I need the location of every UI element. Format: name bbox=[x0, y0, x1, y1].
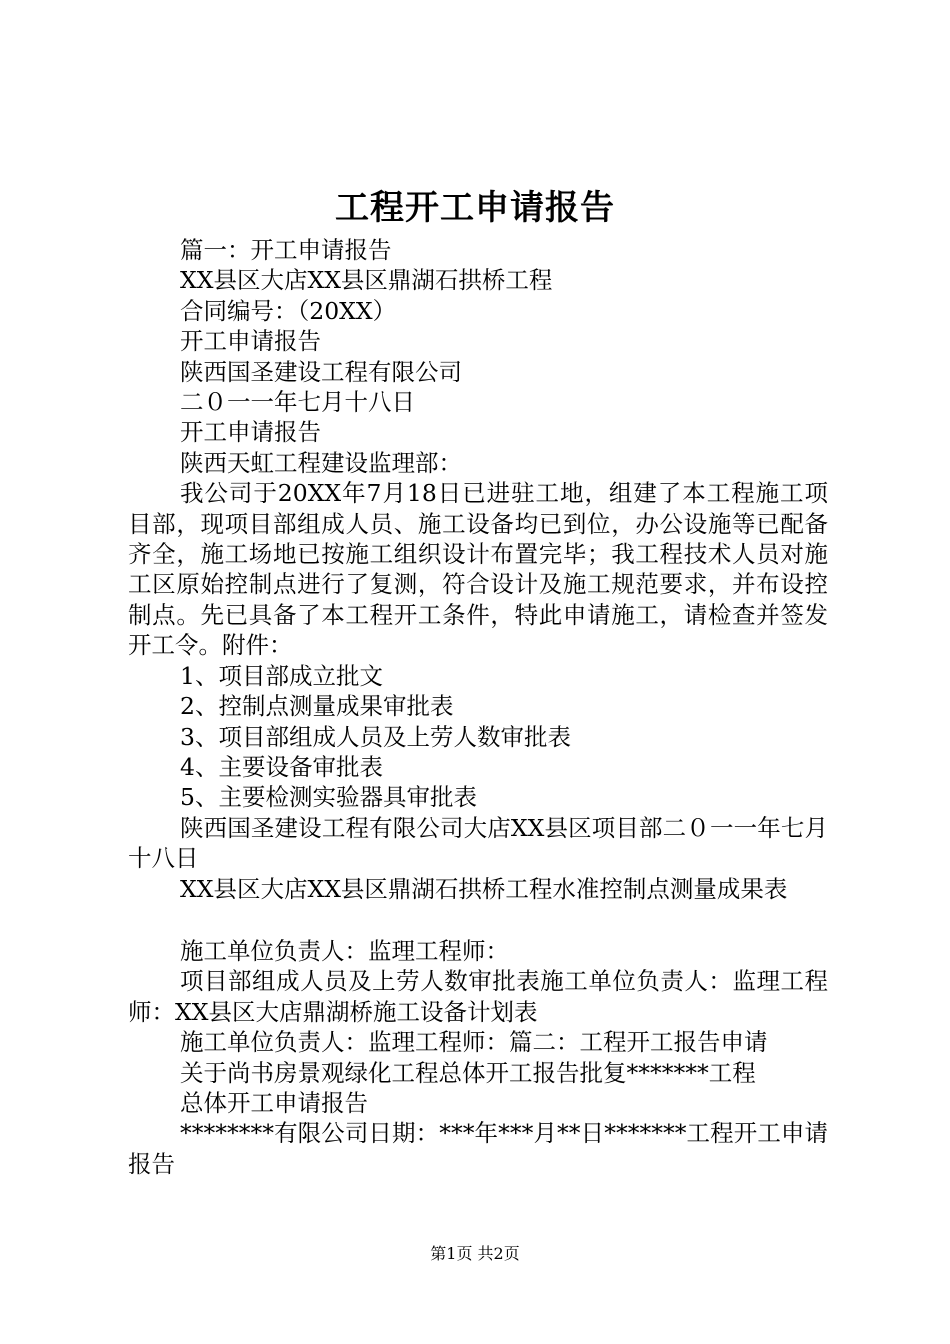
paragraph: 施工单位负责人：监理工程师：篇二：工程开工报告申请 bbox=[180, 1028, 768, 1057]
paragraph: 4、主要设备审批表 bbox=[180, 752, 383, 781]
paragraph: 1、项目部成立批文 bbox=[180, 661, 383, 690]
paragraph: 开工申请报告 bbox=[180, 327, 321, 356]
document-body bbox=[128, 235, 828, 1179]
paragraph: ********有限公司日期：***年***月**日*******工程开工申请报告 bbox=[128, 1119, 828, 1178]
blank-line bbox=[128, 904, 828, 936]
paragraph: 施工单位负责人：监理工程师： bbox=[180, 936, 509, 965]
paragraph: 合同编号：（20XX） bbox=[180, 296, 397, 325]
paragraph: 总体开工申请报告 bbox=[180, 1088, 368, 1117]
paragraph: 陕西国圣建设工程有限公司大店XX县区项目部二０一一年七月十八日 bbox=[128, 813, 828, 873]
paragraph: 项目部组成人员及上劳人数审批表施工单位负责人：监理工程师：XX县区大店鼎湖桥施工设备计划表 bbox=[128, 967, 828, 1026]
paragraph: 5、主要检测实验器具审批表 bbox=[180, 783, 477, 812]
paragraph: 2、控制点测量成果审批表 bbox=[180, 692, 454, 721]
paragraph: 我公司于20XX年7月18日已进驻工地，组建了本工程施工项目部，现项目部组成人员、施工设备均已到位，办公设施等已配备齐全，施工场地已按施工组织设计布置完毕；我工程技术人员对施工区原始控制点进行了复测，符合设计及施工规范要求，并布设控制点。先已具备了本工程开工条件，特此申请施工，请检查并签发开工令。附件： bbox=[128, 479, 828, 660]
paragraph: 二０一一年七月十八日 bbox=[180, 388, 415, 417]
paragraph: XX县区大店XX县区鼎湖石拱桥工程水准控制点测量成果表 bbox=[180, 874, 788, 903]
paragraph: 篇一：开工申请报告 bbox=[180, 236, 392, 264]
paragraph: 关于尚书房景观绿化工程总体开工报告批复*******工程 bbox=[180, 1058, 756, 1087]
paragraph: XX县区大店XX县区鼎湖石拱桥工程 bbox=[180, 266, 553, 295]
paragraph: 3、项目部组成人员及上劳人数审批表 bbox=[180, 722, 571, 751]
document-title: 工程开工申请报告 bbox=[335, 188, 615, 228]
paragraph: 开工申请报告 bbox=[180, 418, 321, 447]
paragraph: 陕西国圣建设工程有限公司 bbox=[180, 357, 462, 386]
paragraph: 陕西天虹工程建设监理部： bbox=[180, 448, 462, 477]
page-footer: 第1页 共2页 bbox=[430, 1244, 520, 1263]
